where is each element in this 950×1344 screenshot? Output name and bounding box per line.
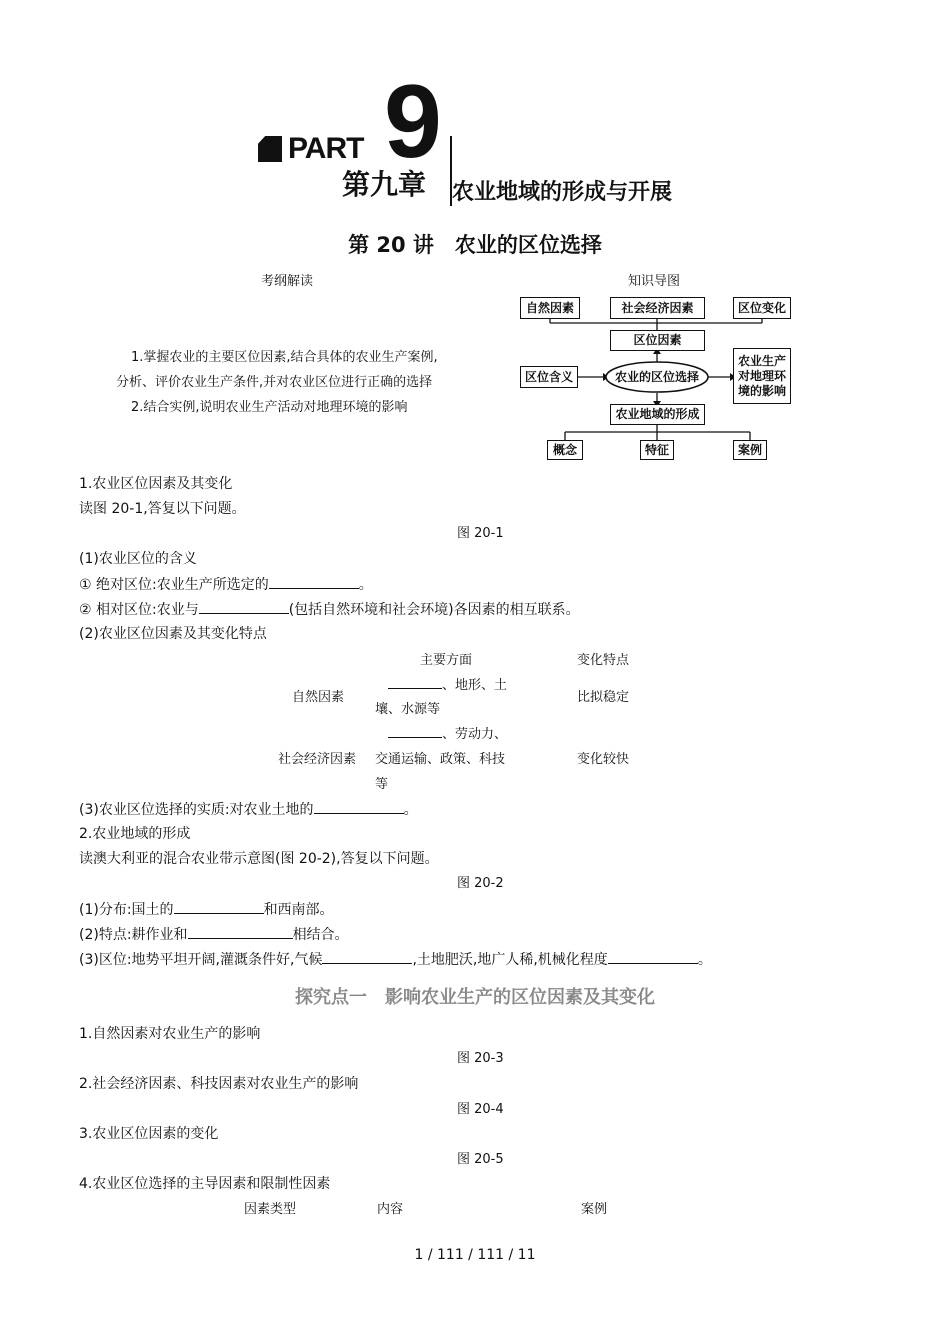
syllabus-heading: 考纲解读 <box>261 274 314 289</box>
fill-blank[interactable] <box>269 574 359 589</box>
section1-q1b <box>79 599 580 620</box>
fill-blank[interactable] <box>314 799 404 814</box>
table-cell-main <box>375 673 507 698</box>
mindmap-location-meaning: 区位含义 <box>520 366 578 388</box>
fill-blank[interactable] <box>322 949 412 964</box>
chapter-label: 第九章 <box>342 168 427 201</box>
table-header-type: 因素类型 <box>244 1202 297 1217</box>
table-header-main: 主要方面 <box>420 653 473 668</box>
mindmap-concept: 概念 <box>547 440 583 460</box>
table-cell-main-cont: 交通运输、政策、科技 <box>375 752 506 767</box>
section1-intro: 读图 20-1,答复以下问题。 <box>79 501 246 517</box>
table-row-label: 自然因素 <box>292 690 345 705</box>
q-suffix: 相结合。 <box>292 927 349 943</box>
table-cell-main-cont: 壤、水源等 <box>375 702 441 717</box>
fill-blank[interactable] <box>188 924 293 939</box>
q1b-prefix: ② 相对区位:农业与 <box>79 602 199 618</box>
figure-caption: 图 20-3 <box>457 1051 504 1066</box>
fill-blank[interactable] <box>608 949 698 964</box>
table-cell-change: 比拟稳定 <box>577 690 630 705</box>
syllabus-line: 2.结合实例,说明农业生产活动对地理环境的影响 <box>131 400 408 415</box>
table-header-content: 内容 <box>377 1202 404 1217</box>
fill-blank[interactable] <box>199 599 289 614</box>
section1-q1a <box>79 574 373 595</box>
figure-caption: 图 20-2 <box>457 876 504 891</box>
section1-q1: (1)农业区位的含义 <box>79 551 197 567</box>
part-number: 9 <box>384 64 438 180</box>
q-prefix: (1)分布:国土的 <box>79 902 174 918</box>
mindmap-connectors <box>0 0 950 480</box>
figure-caption: 图 20-5 <box>457 1152 504 1167</box>
table-cell-main-cont: 等 <box>375 777 389 792</box>
mindmap-region-formation: 农业地域的形成 <box>610 404 705 425</box>
section1-q2: (2)农业区位因素及其变化特点 <box>79 626 267 642</box>
q1b-suffix: (包括自然环境和社会环境)各因素的相互联系。 <box>288 602 580 618</box>
lecture-title: 第 20 讲 农业的区位选择 <box>348 233 602 257</box>
syllabus-line: 分析、评价农业生产条件,并对农业区位进行正确的选择 <box>116 375 433 390</box>
chapter-title: 农业地域的形成与开展 <box>452 180 673 205</box>
q3-suffix: 。 <box>403 802 418 818</box>
section2-intro: 读澳大利亚的混合农业带示意图(图 20-2),答复以下问题。 <box>79 851 439 867</box>
fill-blank[interactable] <box>388 674 442 689</box>
figure-caption: 图 20-4 <box>457 1102 504 1117</box>
table-cell-main <box>375 722 507 747</box>
q-suffix: 和西南部。 <box>263 902 334 918</box>
topic-item: 1.自然因素对农业生产的影响 <box>79 1026 261 1042</box>
table-cell-change: 变化较快 <box>577 752 630 767</box>
mindmap-feature: 特征 <box>640 440 674 460</box>
mindmap-natural-factors: 自然因素 <box>520 297 580 319</box>
table-row-label: 社会经济因素 <box>278 752 357 767</box>
section2-q2 <box>79 924 349 945</box>
q-suffix: 。 <box>697 952 712 968</box>
topic-item: 3.农业区位因素的变化 <box>79 1126 219 1142</box>
topic-item: 4.农业区位选择的主导因素和限制性因素 <box>79 1176 331 1192</box>
table-header-change: 变化特点 <box>577 653 630 668</box>
q3-prefix: (3)农业区位选择的实质:对农业土地的 <box>79 802 314 818</box>
mindmap-environmental-impact: 农业生产对地理环境的影响 <box>733 348 791 404</box>
table-header-case: 案例 <box>581 1202 608 1217</box>
fill-blank[interactable] <box>388 723 442 738</box>
section2-q1 <box>79 899 334 920</box>
section1-title: 1.农业区位因素及其变化 <box>79 476 233 492</box>
section2-q3 <box>79 949 712 970</box>
page-number: 1 / 111 / 111 / 11 <box>414 1247 536 1263</box>
mindmap-heading: 知识导图 <box>628 274 681 289</box>
mindmap-center-label: 农业的区位选择 <box>614 370 699 384</box>
table-cell-text: 、劳动力、 <box>442 727 508 742</box>
q1a-suffix: 。 <box>358 577 373 593</box>
table-cell-text: 、地形、土 <box>442 678 508 693</box>
q-prefix: (3)区位:地势平坦开阔,灌溉条件好,气候 <box>79 952 323 968</box>
mindmap-location-factors: 区位因素 <box>610 330 705 351</box>
topic-item: 2.社会经济因素、科技因素对农业生产的影响 <box>79 1076 359 1092</box>
mindmap-location-change: 区位变化 <box>733 297 791 319</box>
q1a-prefix: ① 绝对区位:农业生产所选定的 <box>79 577 269 593</box>
mindmap-socio-economic-factors: 社会经济因素 <box>610 297 705 319</box>
section1-q3 <box>79 799 418 820</box>
part-label: PART <box>288 132 364 165</box>
topic-heading: 探究点一 影响农业生产的区位因素及其变化 <box>295 987 655 1008</box>
mindmap-case: 案例 <box>733 440 767 460</box>
q-mid: ,土地肥沃,地广人稀,机械化程度 <box>412 952 608 968</box>
q-prefix: (2)特点:耕作业和 <box>79 927 188 943</box>
section2-title: 2.农业地域的形成 <box>79 826 191 842</box>
figure-caption: 图 20-1 <box>457 526 504 541</box>
syllabus-line: 1.掌握农业的主要区位因素,结合具体的农业生产案例, <box>131 350 438 365</box>
fill-blank[interactable] <box>174 899 264 914</box>
